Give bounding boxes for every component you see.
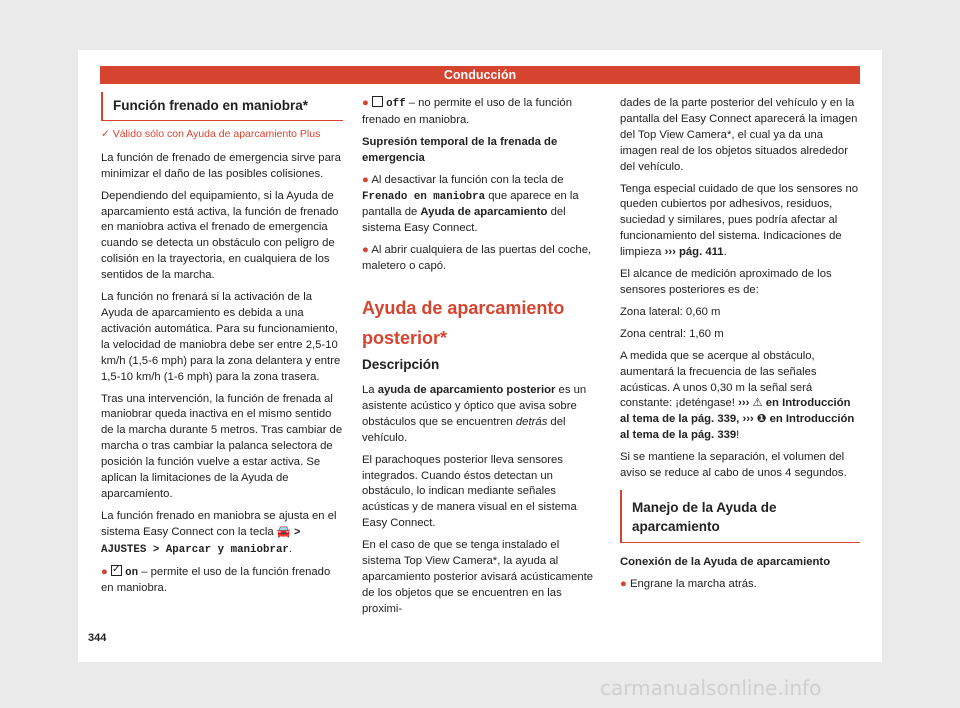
list-item: [362, 243, 600, 275]
list-item-text: que aparece en la pantalla de: [362, 189, 579, 219]
menu-path: > AJUSTES > Aparcar y maniobrar: [101, 526, 301, 556]
bold-term: Ayuda de aparcamiento: [420, 206, 548, 219]
paragraph-text: es un asistente acústico y óptico que avisa sobre obstáculos que se encuentren: [362, 383, 587, 428]
bullet-icon: ●: [362, 97, 369, 109]
paragraph: La función de frenado de emergencia sirve para minimizar el daño de las posibles colisiones.: [101, 151, 341, 180]
paragraph-text: Tenga especial cuidado de que los sensores no queden cubiertos por adhesivos, residuos, suciedad y similares, pues podría afectar al funcionamiento del sistema. Indicaciones de limpieza: [620, 182, 859, 259]
punctuation: .: [288, 542, 293, 555]
column-right: [620, 96, 860, 599]
bullet-icon: ●: [362, 173, 369, 186]
chapter-header: Conducción: [100, 66, 860, 84]
paragraph-text: A medida que se acerque al obstáculo, aumentará la frecuencia de las señales acústicas. A unos 0,30 m la señal será constante: ¡deténgase!: [620, 349, 817, 410]
paragraph: [101, 509, 343, 559]
paragraph: Si se mantiene la separación, el volumen del aviso se reduce al cabo de unos 4 segundos.: [620, 451, 847, 480]
punctuation: !: [736, 429, 740, 442]
paragraph: [620, 182, 860, 262]
paragraph-text: La función frenado en maniobra se ajusta en el sistema Easy Connect con la tecla: [101, 509, 337, 538]
key-label: Frenado en maniobra: [362, 190, 486, 203]
paragraph: Dependiendo del equipamiento, si la Ayuda de aparcamiento está activa, la función de frenado en maniobra activa el frenado de emergencia cuando se detecta un obstáculo con peligro de colisión en la trayectoria, en cualquiera de los sentidos de la marcha.: [101, 189, 339, 282]
list-item-text: Al abrir cualquiera de las puertas del coche, maletero o capó.: [362, 244, 592, 273]
paragraph-text: del vehículo.: [362, 415, 566, 444]
zone-central: Zona central: 1,60 m: [620, 327, 724, 340]
bold-term: ayuda de aparcamiento posterior: [377, 383, 556, 396]
off-label: off: [386, 98, 406, 110]
column-left: [101, 92, 343, 603]
paragraph: dades de la parte posterior del vehículo y en la pantalla del Easy Connect aparecerá la imagen del Top View Camera*, el cual ya da una imagen real de los objetos situados alrededor del vehículo.: [620, 97, 858, 173]
paragraph: [362, 383, 600, 447]
subheading: Conexión de la Ayuda de aparcamiento: [620, 555, 831, 568]
column-middle: [362, 96, 600, 624]
list-item-text: Al desactivar la función con la tecla de: [371, 173, 564, 186]
validity-note: ✓ Válido sólo con Ayuda de aparcamiento Plus: [101, 127, 321, 140]
page-number: 344: [88, 632, 107, 644]
paragraph: Tras una intervención, la función de frenada al maniobrar queda inactiva en el mismo sentido de la marcha durante 5 metros. Tras cambiar de marcha o tras cambiar la palanca selectora de posición la función vuelve a estar activa. Se aplican la limitaciones de la Ayuda de aparcamiento.: [101, 392, 343, 500]
paragraph-text: La: [362, 383, 375, 396]
bullet-icon: ●: [620, 577, 627, 590]
zone-lateral: Zona lateral: 0,60 m: [620, 305, 721, 318]
bullet-icon: ●: [101, 565, 108, 578]
paragraph: El parachoques posterior lleva sensores integrados. Cuando éstos detectan un obstáculo, lo indican mediante señales acústicas y de manera visual en el sistema Easy Connect.: [362, 453, 577, 530]
paragraph: En el caso de que se tenga instalado el sistema Top View Camera*, la ayuda al aparcamiento posterior avisará acústicamente de los objetos que se encuentren en las proximi-: [362, 539, 594, 615]
list-item: [101, 565, 343, 598]
list-item: [620, 577, 860, 593]
validity-text: Válido sólo con Ayuda de aparcamiento Plus: [112, 127, 321, 140]
watermark: carmanualsonline.info: [600, 676, 822, 700]
paragraph: El alcance de medición aproximado de los sensores posteriores es de:: [620, 268, 832, 296]
page-reference-link[interactable]: ››› pág. 411: [664, 246, 724, 259]
list-item: [362, 96, 600, 129]
italic-term: detrás: [515, 415, 548, 428]
chapter-title: Ayuda de aparcamiento posterior*: [362, 298, 565, 349]
paragraph: [620, 349, 860, 444]
info-reference-link[interactable]: ››› ❶ en Introducción al tema de la pág. 339: [620, 413, 855, 442]
warning-reference-link[interactable]: ››› ⚠ en Introducción al tema de la pág. 339,: [620, 397, 851, 426]
section-title: Manejo de la Ayuda de aparcamiento: [620, 490, 860, 543]
bullet-icon: ●: [362, 244, 369, 257]
car-icon: 🚘: [276, 525, 291, 538]
paragraph: La función no frenará si la activación de la Ayuda de aparcamiento es debida a una activación automática. Para su funcionamiento, la velocidad de maniobra debe ser entre 2,5-10 km/h (1,5-6 mph) para la zona delantera y entre 1,5-10 km/h (1-6 mph) para la zona trasera.: [101, 291, 341, 383]
list-item-text: Engrane la marcha atrás.: [629, 577, 757, 590]
subsection-title: Descripción: [362, 357, 440, 373]
punctuation: .: [723, 246, 727, 259]
on-label: on: [125, 566, 139, 579]
checkbox-checked-icon: [111, 565, 122, 576]
section-title: Función frenado en maniobra*: [101, 92, 343, 121]
list-item-text: del sistema Easy Connect.: [362, 206, 566, 235]
list-item-text: – no permite el uso de la función frenado en maniobra.: [362, 97, 572, 126]
list-item-text: – permite el uso de la función frenado en maniobra.: [101, 565, 331, 595]
checkbox-empty-icon: [372, 96, 383, 107]
list-item: [362, 173, 600, 238]
subheading: Supresión temporal de la frenada de emergencia: [362, 135, 558, 164]
